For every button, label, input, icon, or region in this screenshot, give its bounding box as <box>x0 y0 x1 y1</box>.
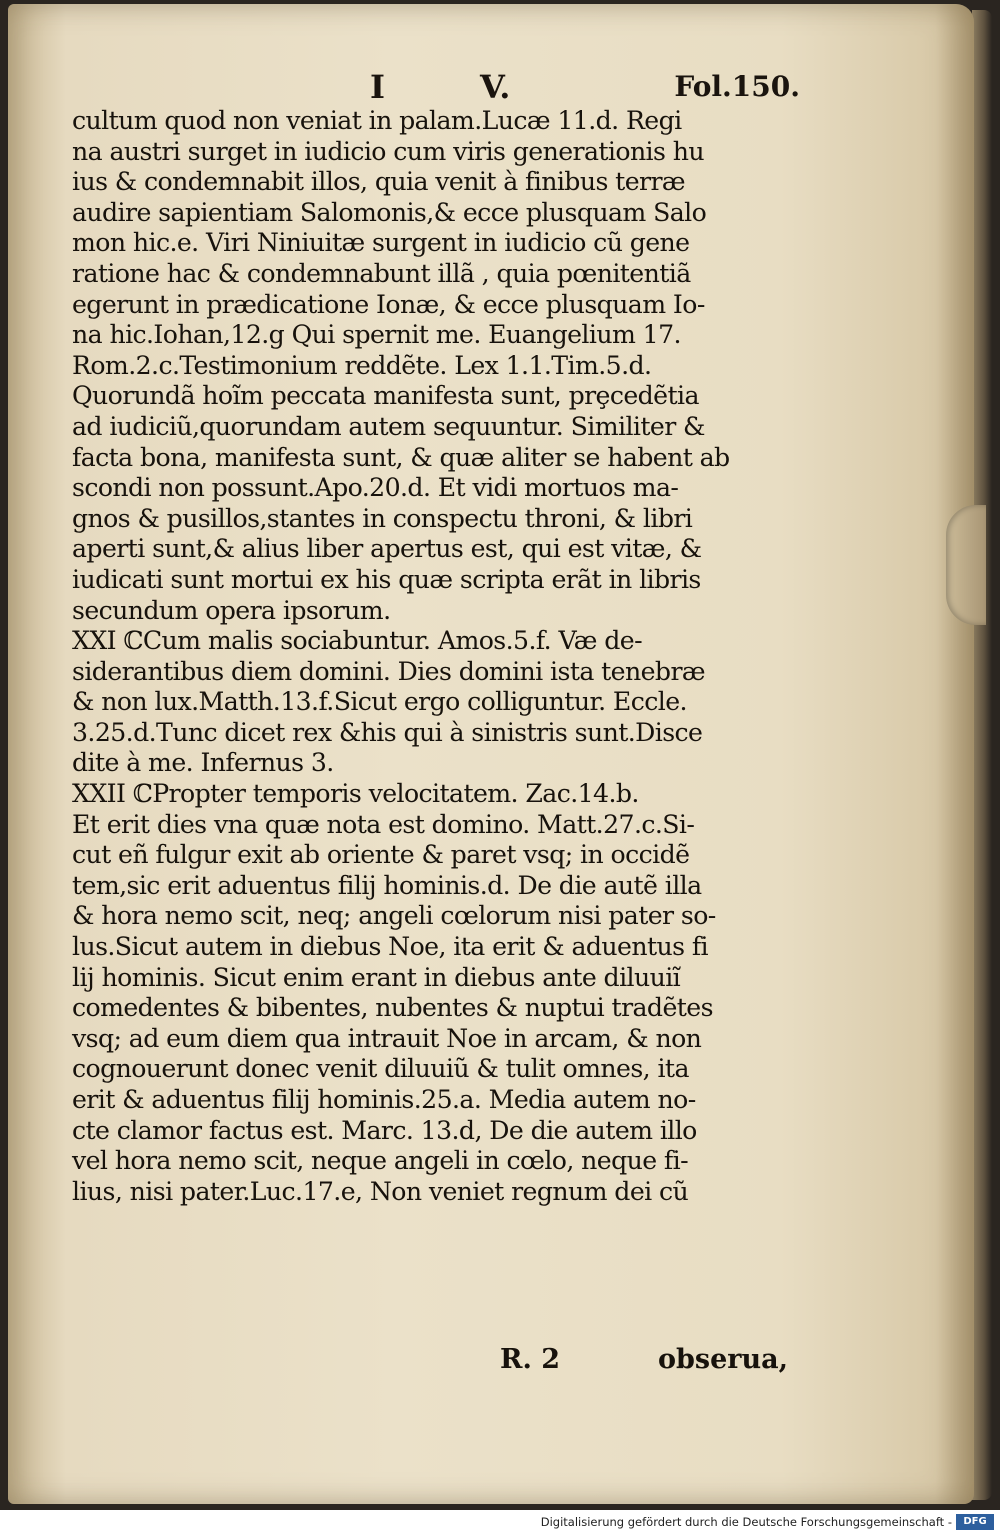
text-line: ratione hac & condemnabunt illã , quia pœnitentiã <box>72 258 691 288</box>
text-line: gnos & pusillos,stantes in conspectu throni, & libri <box>72 503 693 533</box>
text-line: & hora nemo scit, neq; angeli cœlorum nisi pater so- <box>72 901 716 931</box>
dfg-logo: DFG <box>956 1514 994 1530</box>
text-line: mon hic.e. Viri Niniuitæ surgent in iudicio cũ gene <box>72 228 690 258</box>
text-line: secundum opera ipsorum. <box>72 595 391 625</box>
folio-number: Fol.150. <box>674 70 800 103</box>
text-line: na austri surget in iudicio cum viris generationis hu <box>72 136 704 166</box>
text-line: 3.25.d.Tunc dicet rex &his qui à sinistris sunt.Disce <box>72 717 703 747</box>
text-line: lus.Sicut autem in diebus Noe, ita erit & aduentus fi <box>72 932 709 962</box>
text-line: vsq; ad eum diem qua intrauit Noe in arcam, & non <box>72 1023 702 1053</box>
text-line: ad iudiciũ,quorundam autem sequuntur. Similiter & <box>72 411 705 441</box>
text-line: cte clamor factus est. Marc. 13.d, De die autem illo <box>72 1115 697 1145</box>
page-edge <box>972 10 992 1500</box>
text-line: cut eñ fulgur exit ab oriente & paret vsq; in occidẽ <box>72 840 690 870</box>
text-line: iudicati sunt mortui ex his quæ scripta erãt in libris <box>72 564 701 594</box>
catchword: obserua, <box>658 1344 789 1375</box>
text-line: comedentes & bibentes, nubentes & nuptui tradẽtes <box>72 993 713 1023</box>
text-line: cognouerunt donec venit diluuiũ & tulit omnes, ita <box>72 1054 689 1084</box>
text-line: cultum quod non veniat in palam.Lucæ 11.d. Regi <box>72 106 682 135</box>
text-line: XXI ℂCum malis sociabuntur. Amos.5.f. Væ de- <box>72 626 642 656</box>
page-footer <box>500 1344 800 1378</box>
digitization-credit-bar <box>0 1510 1000 1534</box>
text-line: Quorundã hoĩm peccata manifesta sunt, prȩcedẽtia <box>72 381 699 411</box>
text-line: scondi non possunt.Apo.20.d. Et vidi mortuos ma- <box>72 473 679 503</box>
text-line: facta bona, manifesta sunt, & quæ aliter se habent ab <box>72 442 730 472</box>
text-line: vel hora nemo scit, neque angeli in cœlo, neque fi- <box>72 1146 689 1176</box>
text-line: lij hominis. Sicut enim erant in diebus ante diluuiĩ <box>72 962 681 992</box>
header-signature-right: V. <box>480 68 511 106</box>
text-line: ius & condemnabit illos, quia venit à finibus terræ <box>72 167 685 197</box>
text-line: XXII ℂPropter temporis velocitatem. Zac.14.b. <box>72 779 639 809</box>
book-clasp <box>946 505 986 625</box>
credit-text: Digitalisierung gefördert durch die Deutsche Forschungsgemeinschaft - <box>540 1515 952 1529</box>
text-line: lius, nisi pater.Luc.17.e, Non veniet regnum dei cũ <box>72 1176 689 1206</box>
text-line: & non lux.Matth.13.f.Sicut ergo colliguntur. Eccle. <box>72 687 687 717</box>
header-signature-left: I <box>370 68 385 106</box>
text-line: aperti sunt,& alius liber apertus est, qui est vitæ, & <box>72 534 702 564</box>
text-line: audire sapientiam Salomonis,& ecce plusquam Salo <box>72 197 707 227</box>
text-line: dite à me. Infernus 3. <box>72 748 334 778</box>
text-line: erit & aduentus filij hominis.25.a. Media autem no- <box>72 1085 696 1114</box>
signature-mark: R. 2 <box>500 1344 561 1375</box>
text-line: Et erit dies vna quæ nota est domino. Matt.27.c.Si- <box>72 809 695 839</box>
page-header <box>360 68 800 108</box>
text-line: Rom.2.c.Testimonium reddẽte. Lex 1.1.Tim.5.d. <box>72 350 652 380</box>
text-line: na hic.Iohan,12.g Qui spernit me. Euangelium 17. <box>72 320 681 350</box>
text-line: tem,sic erit aduentus filij hominis.d. De die autẽ illa <box>72 870 702 900</box>
main-text <box>72 106 802 1207</box>
text-line: egerunt in prædicatione Ionæ, & ecce plusquam Io- <box>72 289 705 319</box>
text-line: siderantibus diem domini. Dies domini ista tenebræ <box>72 656 705 686</box>
